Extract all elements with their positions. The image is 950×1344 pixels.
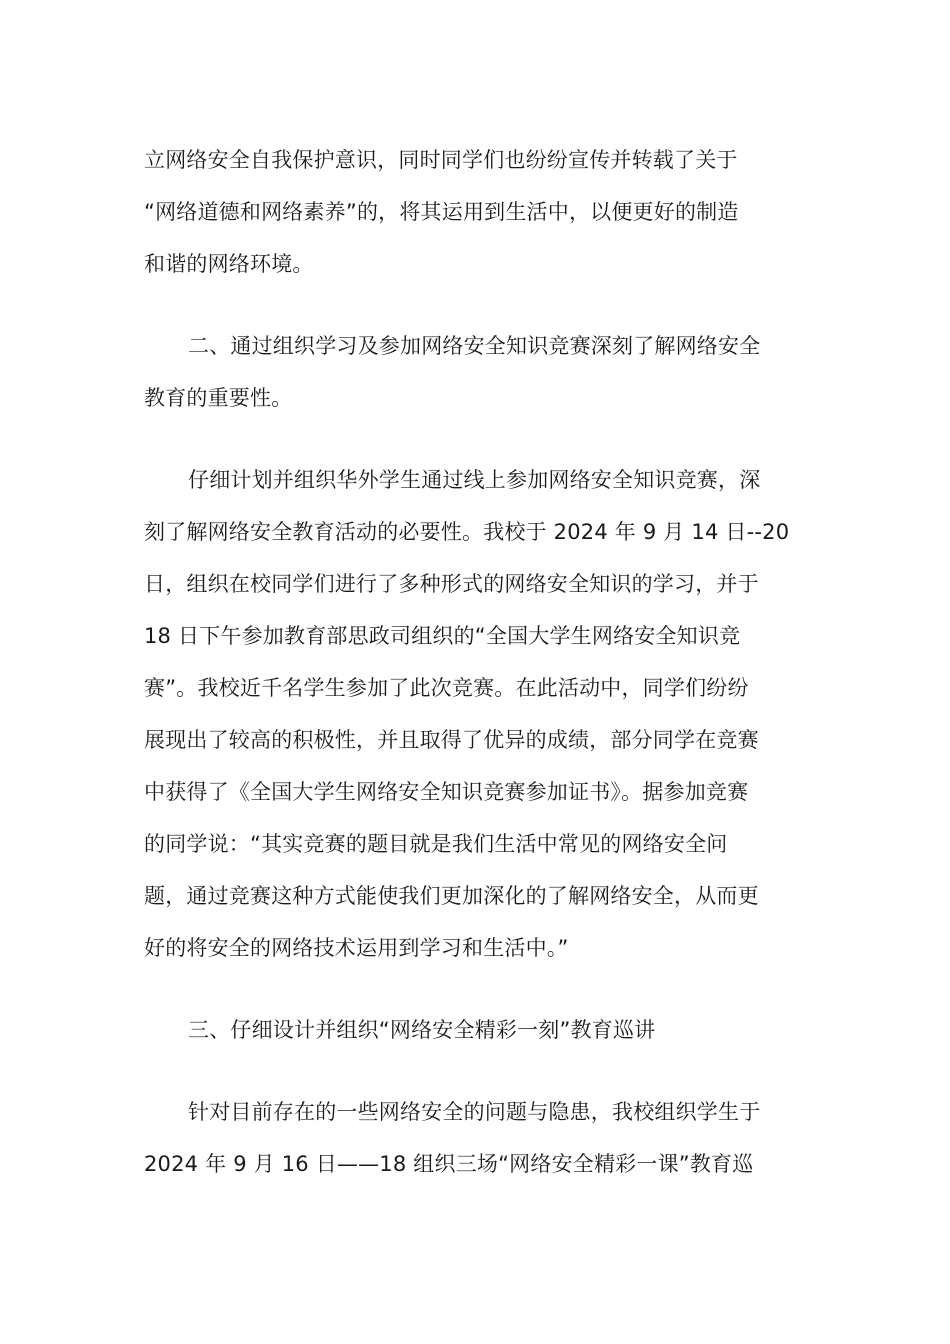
text-line: 的同学说：“其实竞赛的题目就是我们生活中常见的网络安全问 bbox=[144, 832, 728, 856]
text-line: 和谐的网络环境。 bbox=[144, 252, 314, 276]
text-line: 三、仔细设计并组织“网络安全精彩一刻”教育巡讲 bbox=[188, 1018, 656, 1042]
text-line: 2024 年 9 月 16 日——18 组织三场“网络安全精彩一课”教育巡 bbox=[144, 1152, 754, 1176]
paragraph-lecture-tour bbox=[144, 1086, 808, 1190]
text-line: 题，通过竞赛这种方式能使我们更加深化的了解网络安全，从而更 bbox=[144, 884, 759, 908]
text-line: 仔细计划并组织华外学生通过线上参加网络安全知识竞赛，深 bbox=[188, 468, 761, 492]
text-line: 赛”。我校近千名学生参加了此次竞赛。在此活动中，同学们纷纷 bbox=[144, 676, 749, 700]
paragraph-continuation bbox=[144, 134, 808, 290]
text-line: 中获得了《全国大学生网络安全知识竞赛参加证书》。据参加竞赛 bbox=[144, 780, 749, 804]
text-line: 立网络安全自我保护意识，同时同学们也纷纷宣传并转载了关于 bbox=[144, 148, 738, 172]
paragraph-spacing bbox=[144, 290, 808, 320]
text-line: 18 日下午参加教育部思政司组织的“全国大学生网络安全知识竞 bbox=[144, 624, 741, 648]
text-line: 刻了解网络安全教育活动的必要性。我校于 2024 年 9 月 14 日--20 bbox=[144, 520, 790, 544]
paragraph-spacing bbox=[144, 1056, 808, 1086]
text-line: 日，组织在校同学们进行了多种形式的网络安全知识的学习，并于 bbox=[144, 572, 759, 596]
text-line: 针对目前存在的一些网络安全的问题与隐患，我校组织学生于 bbox=[188, 1100, 761, 1124]
paragraph-competition bbox=[144, 454, 808, 974]
paragraph-spacing bbox=[144, 424, 808, 454]
text-line: “网络道德和网络素养”的，将其运用到生活中，以便更好的制造 bbox=[144, 200, 739, 224]
document-body bbox=[144, 134, 808, 1190]
text-line: 好的将安全的网络技术运用到学习和生活中。” bbox=[144, 936, 569, 960]
text-line: 展现出了较高的积极性，并且取得了优异的成绩，部分同学在竞赛 bbox=[144, 728, 759, 752]
text-line: 二、通过组织学习及参加网络安全知识竞赛深刻了解网络安全 bbox=[188, 334, 761, 358]
paragraph-spacing bbox=[144, 974, 808, 1004]
text-line: 教育的重要性。 bbox=[144, 386, 293, 410]
section-heading-two bbox=[144, 320, 808, 424]
section-heading-three bbox=[144, 1004, 808, 1056]
